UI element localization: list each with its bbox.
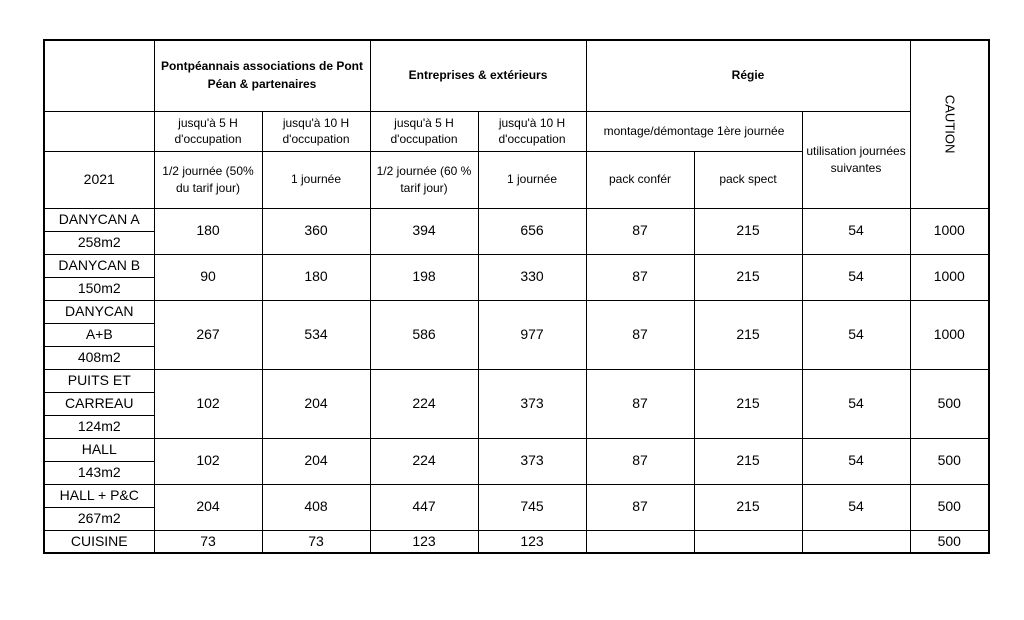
room-name-line: 408m2 <box>44 346 154 369</box>
room-name-line: 124m2 <box>44 415 154 438</box>
room-name-line: DANYCAN A <box>44 208 154 231</box>
price-ent-journee: 373 <box>478 369 586 438</box>
table-row <box>44 254 989 277</box>
table-row <box>44 300 989 323</box>
price-caution: 500 <box>910 369 989 438</box>
price-pack-confer: 87 <box>586 369 694 438</box>
price-ent-demi: 224 <box>370 369 478 438</box>
group-header-regie: Régie <box>586 40 910 111</box>
price-utilisation: 54 <box>802 438 910 484</box>
price-pack-confer: 87 <box>586 254 694 300</box>
price-ent-demi: 394 <box>370 208 478 254</box>
price-pack-confer: 87 <box>586 208 694 254</box>
table-row <box>44 438 989 461</box>
group-header-pontpeannais: Pontpéannais associations de Pont Péan & partenaires <box>154 40 370 111</box>
caution-header <box>910 40 989 208</box>
caution-label: CAUTION <box>942 95 958 154</box>
price-pont-demi: 180 <box>154 208 262 254</box>
price-pont-journee: 204 <box>262 369 370 438</box>
blank-cell <box>44 111 154 151</box>
subheader-pack-spect: pack spect <box>694 151 802 208</box>
price-pack-confer: 87 <box>586 484 694 530</box>
subheader-demi-ent: 1/2 journée (60 % tarif jour) <box>370 151 478 208</box>
price-ent-demi: 586 <box>370 300 478 369</box>
price-pont-demi: 204 <box>154 484 262 530</box>
price-ent-journee: 656 <box>478 208 586 254</box>
price-utilisation: 54 <box>802 484 910 530</box>
price-pack-spect: 215 <box>694 300 802 369</box>
price-caution: 1000 <box>910 208 989 254</box>
price-caution: 1000 <box>910 254 989 300</box>
price-pont-demi: 102 <box>154 369 262 438</box>
price-pack-spect: 215 <box>694 254 802 300</box>
room-name-line: PUITS ET <box>44 369 154 392</box>
price-caution: 500 <box>910 484 989 530</box>
room-name-line: 150m2 <box>44 277 154 300</box>
price-ent-journee: 330 <box>478 254 586 300</box>
group-header-entreprises: Entreprises & extérieurs <box>370 40 586 111</box>
price-ent-demi: 123 <box>370 530 478 553</box>
price-ent-demi: 224 <box>370 438 478 484</box>
corner-cell <box>44 40 154 111</box>
room-name-line: CARREAU <box>44 392 154 415</box>
room-name-line: HALL + P&C <box>44 484 154 507</box>
price-caution: 500 <box>910 438 989 484</box>
room-name-line: 143m2 <box>44 461 154 484</box>
subheader-ent-5h: jusqu'à 5 H d'occupation <box>370 111 478 151</box>
price-pack-confer <box>586 530 694 553</box>
price-pont-demi: 267 <box>154 300 262 369</box>
price-utilisation: 54 <box>802 300 910 369</box>
price-pont-journee: 360 <box>262 208 370 254</box>
subheader-pont-10h: jusqu'à 10 H d'occupation <box>262 111 370 151</box>
price-pack-spect: 215 <box>694 484 802 530</box>
room-name-line: DANYCAN <box>44 300 154 323</box>
subheader-demi-pont: 1/2 journée (50% du tarif jour) <box>154 151 262 208</box>
price-pont-demi: 73 <box>154 530 262 553</box>
subheader-pont-5h: jusqu'à 5 H d'occupation <box>154 111 262 151</box>
price-pont-journee: 534 <box>262 300 370 369</box>
price-pont-demi: 90 <box>154 254 262 300</box>
subheader-journee-ent: 1 journée <box>478 151 586 208</box>
price-ent-journee: 123 <box>478 530 586 553</box>
price-utilisation <box>802 530 910 553</box>
year-label: 2021 <box>44 151 154 208</box>
room-name-line: 267m2 <box>44 507 154 530</box>
subheader-journee-pont: 1 journée <box>262 151 370 208</box>
room-name-line: 258m2 <box>44 231 154 254</box>
subheader-montage: montage/démontage 1ère journée <box>586 111 802 151</box>
price-ent-demi: 198 <box>370 254 478 300</box>
price-pont-demi: 102 <box>154 438 262 484</box>
table-row <box>44 484 989 507</box>
price-pack-spect: 215 <box>694 369 802 438</box>
subheader-utilisation: utilisation journées suivantes <box>802 111 910 208</box>
price-pont-journee: 408 <box>262 484 370 530</box>
price-pack-confer: 87 <box>586 300 694 369</box>
room-name-line: A+B <box>44 323 154 346</box>
price-ent-journee: 745 <box>478 484 586 530</box>
subheader-pack-confer: pack confér <box>586 151 694 208</box>
subheader-ent-10h: jusqu'à 10 H d'occupation <box>478 111 586 151</box>
price-pack-spect: 215 <box>694 438 802 484</box>
price-caution: 1000 <box>910 300 989 369</box>
price-utilisation: 54 <box>802 208 910 254</box>
table-row <box>44 208 989 231</box>
tarif-table <box>43 39 990 554</box>
price-utilisation: 54 <box>802 254 910 300</box>
table-row <box>44 369 989 392</box>
price-pack-spect: 215 <box>694 208 802 254</box>
price-pont-journee: 73 <box>262 530 370 553</box>
room-name-line: HALL <box>44 438 154 461</box>
price-ent-demi: 447 <box>370 484 478 530</box>
price-caution: 500 <box>910 530 989 553</box>
price-pont-journee: 204 <box>262 438 370 484</box>
price-ent-journee: 977 <box>478 300 586 369</box>
table-row <box>44 530 989 553</box>
price-utilisation: 54 <box>802 369 910 438</box>
price-pack-spect <box>694 530 802 553</box>
price-pont-journee: 180 <box>262 254 370 300</box>
price-ent-journee: 373 <box>478 438 586 484</box>
price-pack-confer: 87 <box>586 438 694 484</box>
room-name-line: CUISINE <box>44 530 154 553</box>
room-name-line: DANYCAN B <box>44 254 154 277</box>
